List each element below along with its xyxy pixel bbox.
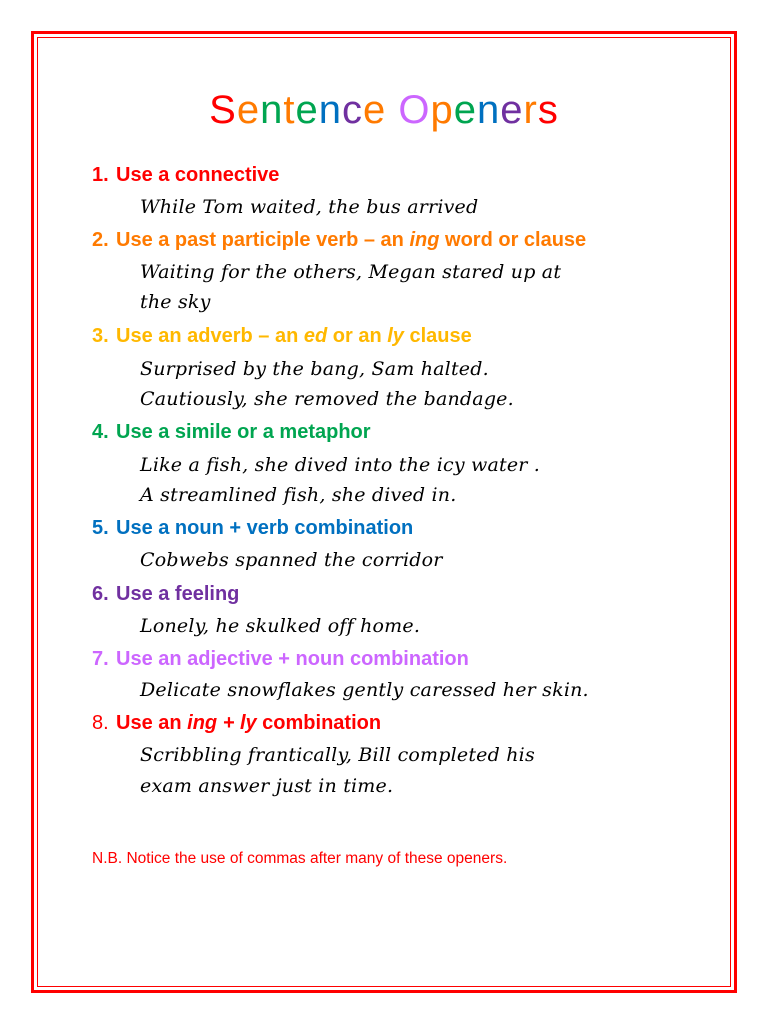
title-letter <box>386 88 398 133</box>
heading-emphasis: ed <box>303 325 328 347</box>
item-number: 8. <box>92 712 109 734</box>
item-number: 3. <box>92 325 109 347</box>
title-letter: O <box>398 88 431 132</box>
title-letter: n <box>318 88 342 132</box>
item-3-example-1: Surprised by the bang, Sam halted. <box>140 358 489 380</box>
item-6-example-1: Lonely, he skulked off home. <box>140 615 421 637</box>
item-number: 7. <box>92 648 109 670</box>
heading-text: Use a noun + verb combination <box>116 517 414 539</box>
item-7-heading <box>92 648 469 671</box>
title-letter: n <box>260 88 284 132</box>
item-number: 6. <box>92 583 109 605</box>
title-letter: e <box>362 88 387 132</box>
item-1-example-1: While Tom waited, the bus arrived <box>140 196 479 218</box>
title-letter: c <box>341 88 363 132</box>
heading-text: Use an adverb – an <box>116 325 304 347</box>
item-2-heading <box>92 229 586 252</box>
item-2-example-2: the sky <box>140 291 211 313</box>
item-4-example-1: Like a fish, she dived into the icy water . <box>140 454 541 476</box>
heading-emphasis: ing <box>409 229 440 251</box>
item-2-example-1: Waiting for the others, Megan stared up at <box>140 261 562 283</box>
item-8-heading <box>92 712 381 735</box>
item-number: 2. <box>92 229 109 251</box>
heading-text: Use a simile or a metaphor <box>116 421 371 443</box>
item-4-heading <box>92 421 371 444</box>
item-number: 5. <box>92 517 109 539</box>
title-letter: S <box>209 88 237 132</box>
title-letter: s <box>537 88 559 132</box>
item-8-example-1: Scribbling frantically, Bill completed his <box>140 744 535 766</box>
item-number: 4. <box>92 421 109 443</box>
heading-text: Use a connective <box>116 164 280 186</box>
item-3-example-2: Cautiously, she removed the bandage. <box>140 388 514 410</box>
item-3-heading <box>92 325 472 348</box>
heading-text: Use a feeling <box>116 583 240 605</box>
title-letter: p <box>430 88 454 132</box>
heading-text: clause <box>403 325 472 347</box>
title-letter: n <box>476 88 501 132</box>
page-title <box>0 88 768 133</box>
item-number: 1. <box>92 164 109 186</box>
title-letter: r <box>523 88 538 132</box>
title-letter: t <box>283 88 296 132</box>
item-5-heading <box>92 517 413 540</box>
item-5-example-1: Cobwebs spanned the corridor <box>140 549 443 571</box>
heading-emphasis: ly <box>387 325 404 347</box>
heading-text: Use an <box>116 712 188 734</box>
heading-text: combination <box>256 712 382 734</box>
title-letter: e <box>236 88 261 132</box>
heading-text: Use a past participle verb – an <box>116 229 410 251</box>
title-letter: e <box>453 88 477 132</box>
heading-text: word or clause <box>439 229 587 251</box>
heading-text: or an <box>327 325 388 347</box>
item-1-heading <box>92 164 279 187</box>
title-letter: e <box>295 88 319 132</box>
title-letter: e <box>500 88 524 132</box>
item-8-example-2: exam answer just in time. <box>140 775 394 797</box>
item-6-heading <box>92 583 239 606</box>
item-7-example-1: Delicate snowflakes gently caressed her skin. <box>140 679 589 701</box>
footnote: N.B. Notice the use of commas after many of these openers. <box>92 850 508 867</box>
item-4-example-2: A streamlined fish, she dived in. <box>140 484 457 506</box>
heading-emphasis: ing + ly <box>187 712 257 734</box>
heading-text: Use an adjective + noun combination <box>116 648 469 670</box>
